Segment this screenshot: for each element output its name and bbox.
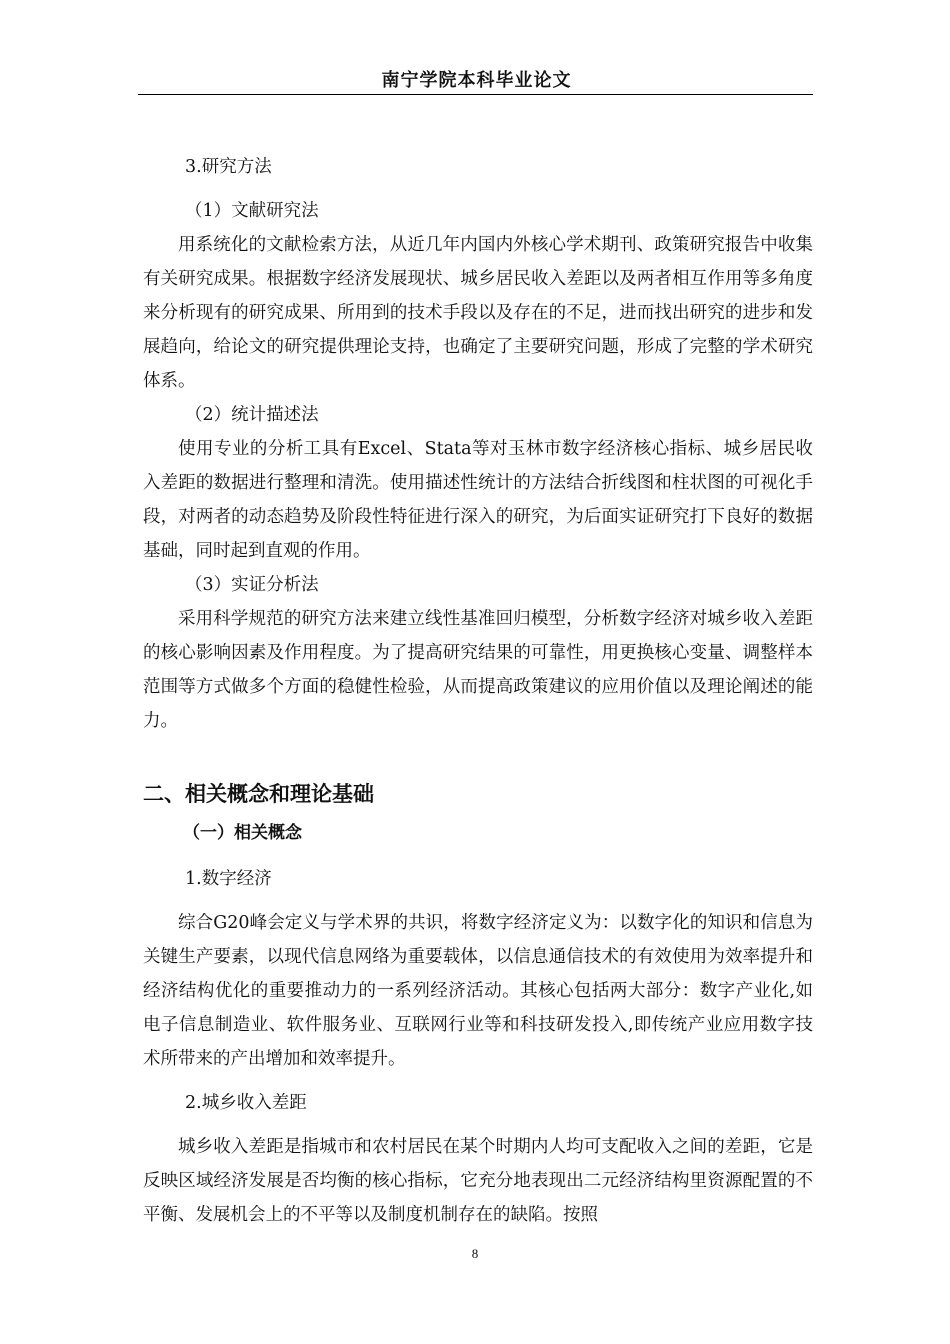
method-1-paragraph: 用系统化的文献检索方法，从近几年内国内外核心学术期刊、政策研究报告中收集有关研究成果。根据数字经济发展现状、城乡居民收入差距以及两者相互作用等多角度来分析现有的研究成果、所用到的技术手段以及存在的不足，进而找出研究的进步和发展趋向，给论文的研究提供理论支持，也确定了主要研究问题，形成了完整的学术研究体系。 [143,235,813,391]
concept-1-heading: 1.数字经济 [185,869,272,889]
body-content [143,150,813,1232]
header-rule [138,94,813,95]
method-3-paragraph: 采用科学规范的研究方法来建立线性基准回归模型，分析数字经济对城乡收入差距的核心影响因素及作用程度。为了提高研究结果的可靠性，用更换核心变量、调整样本范围等方式做多个方面的稳健性检验，从而提高政策建议的应用价值以及理论阐述的能力。 [143,609,813,731]
concept-2-heading: 2.城乡收入差距 [185,1093,307,1113]
method-1-heading: （1）文献研究法 [185,201,319,221]
chapter-heading: 二、相关概念和理论基础 [143,782,374,806]
method-2-paragraph: 使用专业的分析工具有Excel、Stata等对玉林市数字经济核心指标、城乡居民收入差距的数据进行整理和清洗。使用描述性统计的方法结合折线图和柱状图的可视化手段，对两者的动态趋势及阶段性特征进行深入的研究，为后面实证研究打下良好的数据基础，同时起到直观的作用。 [143,439,813,561]
section-heading: （一）相关概念 [183,823,302,843]
concept-2-paragraph: 城乡收入差距是指城市和农村居民在某个时期内人均可支配收入之间的差距，它是反映区域经济发展是否均衡的核心指标，它充分地表现出二元经济结构里资源配置的不平衡、发展机会上的不平等以及制度机制存在的缺陷。按照 [143,1137,813,1225]
running-header: 南宁学院本科毕业论文 [381,70,572,91]
methods-heading: 3.研究方法 [185,157,272,177]
concept-1-paragraph: 综合G20峰会定义与学术界的共识，将数字经济定义为：以数字化的知识和信息为关键生产要素，以现代信息网络为重要载体，以信息通信技术的有效使用为效率提升和经济结构优化的重要推动力的一系列经济活动。其核心包括两大部分：数字产业化,如电子信息制造业、软件服务业、互联网行业等和科技研发投入,即传统产业应用数字技术所带来的产出增加和效率提升。 [143,913,813,1069]
page-number: 8 [471,1246,479,1261]
method-2-heading: （2）统计描述法 [185,405,319,425]
method-3-heading: （3）实证分析法 [185,575,319,595]
